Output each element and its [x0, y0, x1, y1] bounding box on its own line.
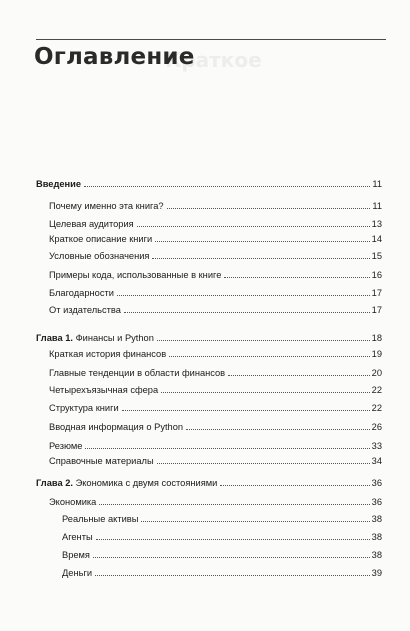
toc-page-number: 20 — [371, 368, 382, 378]
toc-entry-title — [36, 567, 93, 579]
toc-entry-text: Структура книги — [49, 403, 119, 413]
dot-leader — [167, 207, 370, 209]
toc-page-number: 13 — [371, 219, 382, 229]
toc-entry-title — [36, 513, 139, 525]
dot-leader — [117, 294, 370, 296]
page-title: Оглавление — [34, 44, 195, 70]
dot-leader — [141, 520, 369, 522]
top-rule — [36, 39, 386, 40]
dot-leader — [96, 538, 370, 540]
toc-entry-text: Почему именно эта книга? — [49, 201, 164, 211]
bleed-through-text: Краткое — [165, 48, 262, 72]
toc-entry[interactable] — [36, 419, 382, 433]
toc-entry[interactable] — [36, 453, 382, 467]
dot-leader — [99, 503, 369, 505]
dot-leader — [161, 391, 370, 393]
toc-chapter-number: Введение — [36, 179, 82, 189]
toc-entry[interactable] — [36, 382, 382, 396]
dot-leader — [186, 428, 370, 430]
dot-leader — [157, 339, 370, 341]
dot-leader — [157, 462, 370, 464]
toc-entry-title — [36, 384, 159, 396]
toc-entry-text: Экономика — [49, 497, 97, 507]
toc-page-number: 39 — [371, 568, 382, 578]
toc-entry-title — [36, 250, 150, 262]
toc-entry-title — [36, 531, 94, 543]
toc-page-number: 22 — [371, 403, 382, 413]
toc-page-number: 38 — [371, 532, 382, 542]
toc-entry[interactable] — [36, 216, 382, 230]
toc-entry[interactable] — [36, 365, 382, 379]
toc-entry-title — [36, 455, 155, 467]
toc-entry-text: Резюме — [49, 441, 83, 451]
toc-page-number: 18 — [371, 333, 382, 343]
toc-entry-title — [36, 200, 165, 212]
toc-entry[interactable] — [36, 438, 382, 452]
dot-leader — [84, 185, 370, 187]
toc-entry-text: Краткая история финансов — [49, 349, 167, 359]
dot-leader — [122, 409, 370, 411]
toc-entry-text: Главные тенденции в области финансов — [49, 368, 226, 378]
toc-page-number: 36 — [371, 497, 382, 507]
dot-leader — [124, 311, 370, 313]
dot-leader — [155, 240, 369, 242]
toc-page-number: 17 — [371, 288, 382, 298]
toc-chapter-number: Глава 2. — [36, 478, 73, 488]
toc-entry-text: Четырехъязычная сфера — [49, 385, 159, 395]
toc-entry[interactable] — [36, 547, 382, 561]
toc-page-number: 38 — [371, 550, 382, 560]
toc-entry-title — [36, 269, 222, 281]
toc-page-number: 19 — [371, 349, 382, 359]
toc-entry-title — [36, 440, 83, 452]
toc-entry-text: От издательства — [49, 305, 121, 315]
toc-entry-text: Справочные материалы — [49, 456, 154, 466]
toc-entry-text: Деньги — [62, 568, 93, 578]
dot-leader — [169, 355, 369, 357]
toc-entry-title — [36, 287, 115, 299]
toc-chapter-entry[interactable] — [36, 176, 382, 190]
toc-page-number: 11 — [372, 179, 382, 189]
toc-page-number: 17 — [371, 305, 382, 315]
toc-entry-title — [36, 402, 120, 414]
toc-page-number: 11 — [372, 201, 382, 211]
toc-chapter-entry[interactable] — [36, 475, 382, 489]
toc-page-number: 14 — [371, 234, 382, 244]
toc-entry-text: Условные обозначения — [49, 251, 150, 261]
toc-page-number: 38 — [371, 514, 382, 524]
toc-entry-text: Примеры кода, использованные в книге — [49, 270, 222, 280]
toc-entry-text: Вводная информация о Python — [49, 422, 184, 432]
toc-entry[interactable] — [36, 346, 382, 360]
toc-page-number: 26 — [371, 422, 382, 432]
toc-page-number: 36 — [371, 478, 382, 488]
toc-page-number: 33 — [371, 441, 382, 451]
toc-entry-title — [36, 348, 167, 360]
toc-entry[interactable] — [36, 198, 382, 212]
toc-entry[interactable] — [36, 565, 382, 579]
toc-entry-title — [36, 218, 135, 230]
toc-entry-text: Время — [62, 550, 90, 560]
dot-leader — [224, 276, 369, 278]
toc-entry-title — [36, 367, 226, 379]
dot-leader — [228, 374, 370, 376]
toc-entry-text: Агенты — [62, 532, 93, 542]
toc-entry-title — [36, 304, 122, 316]
toc-entry-title — [36, 233, 153, 245]
dot-leader — [95, 574, 370, 576]
toc-entry[interactable] — [36, 267, 382, 281]
toc-entry[interactable] — [36, 400, 382, 414]
toc-entry[interactable] — [36, 231, 382, 245]
toc-entry-text: Реальные активы — [62, 514, 139, 524]
toc-entry[interactable] — [36, 248, 382, 262]
toc-entry-title — [36, 178, 82, 190]
toc-entry-text: Финансы и Python — [72, 333, 154, 343]
toc-page-number: 34 — [371, 456, 382, 466]
toc-entry-title — [36, 496, 97, 508]
toc-entry-text: Целевая аудитория — [49, 219, 134, 229]
toc-page-number: 15 — [371, 251, 382, 261]
toc-page-number: 16 — [371, 270, 382, 280]
toc-entry-title — [36, 421, 184, 433]
dot-leader — [85, 447, 369, 449]
toc-entry-title — [36, 332, 155, 344]
toc-entry-text: Краткое описание книги — [49, 234, 153, 244]
toc-chapter-number: Глава 1. — [36, 333, 73, 343]
dot-leader — [220, 484, 369, 486]
dot-leader — [93, 556, 370, 558]
toc-entry-text: Благодарности — [49, 288, 114, 298]
toc-entry[interactable] — [36, 494, 382, 508]
toc-entry-title — [36, 549, 91, 561]
dot-leader — [152, 257, 369, 259]
toc-chapter-entry[interactable] — [36, 330, 382, 344]
toc-entry-title — [36, 477, 218, 489]
toc-page-number: 22 — [371, 385, 382, 395]
toc-entry[interactable] — [36, 285, 382, 299]
toc-entry[interactable] — [36, 511, 382, 525]
toc-entry[interactable] — [36, 529, 382, 543]
dot-leader — [137, 225, 370, 227]
toc-entry[interactable] — [36, 302, 382, 316]
toc-entry-text: Экономика с двумя состояниями — [72, 478, 218, 488]
